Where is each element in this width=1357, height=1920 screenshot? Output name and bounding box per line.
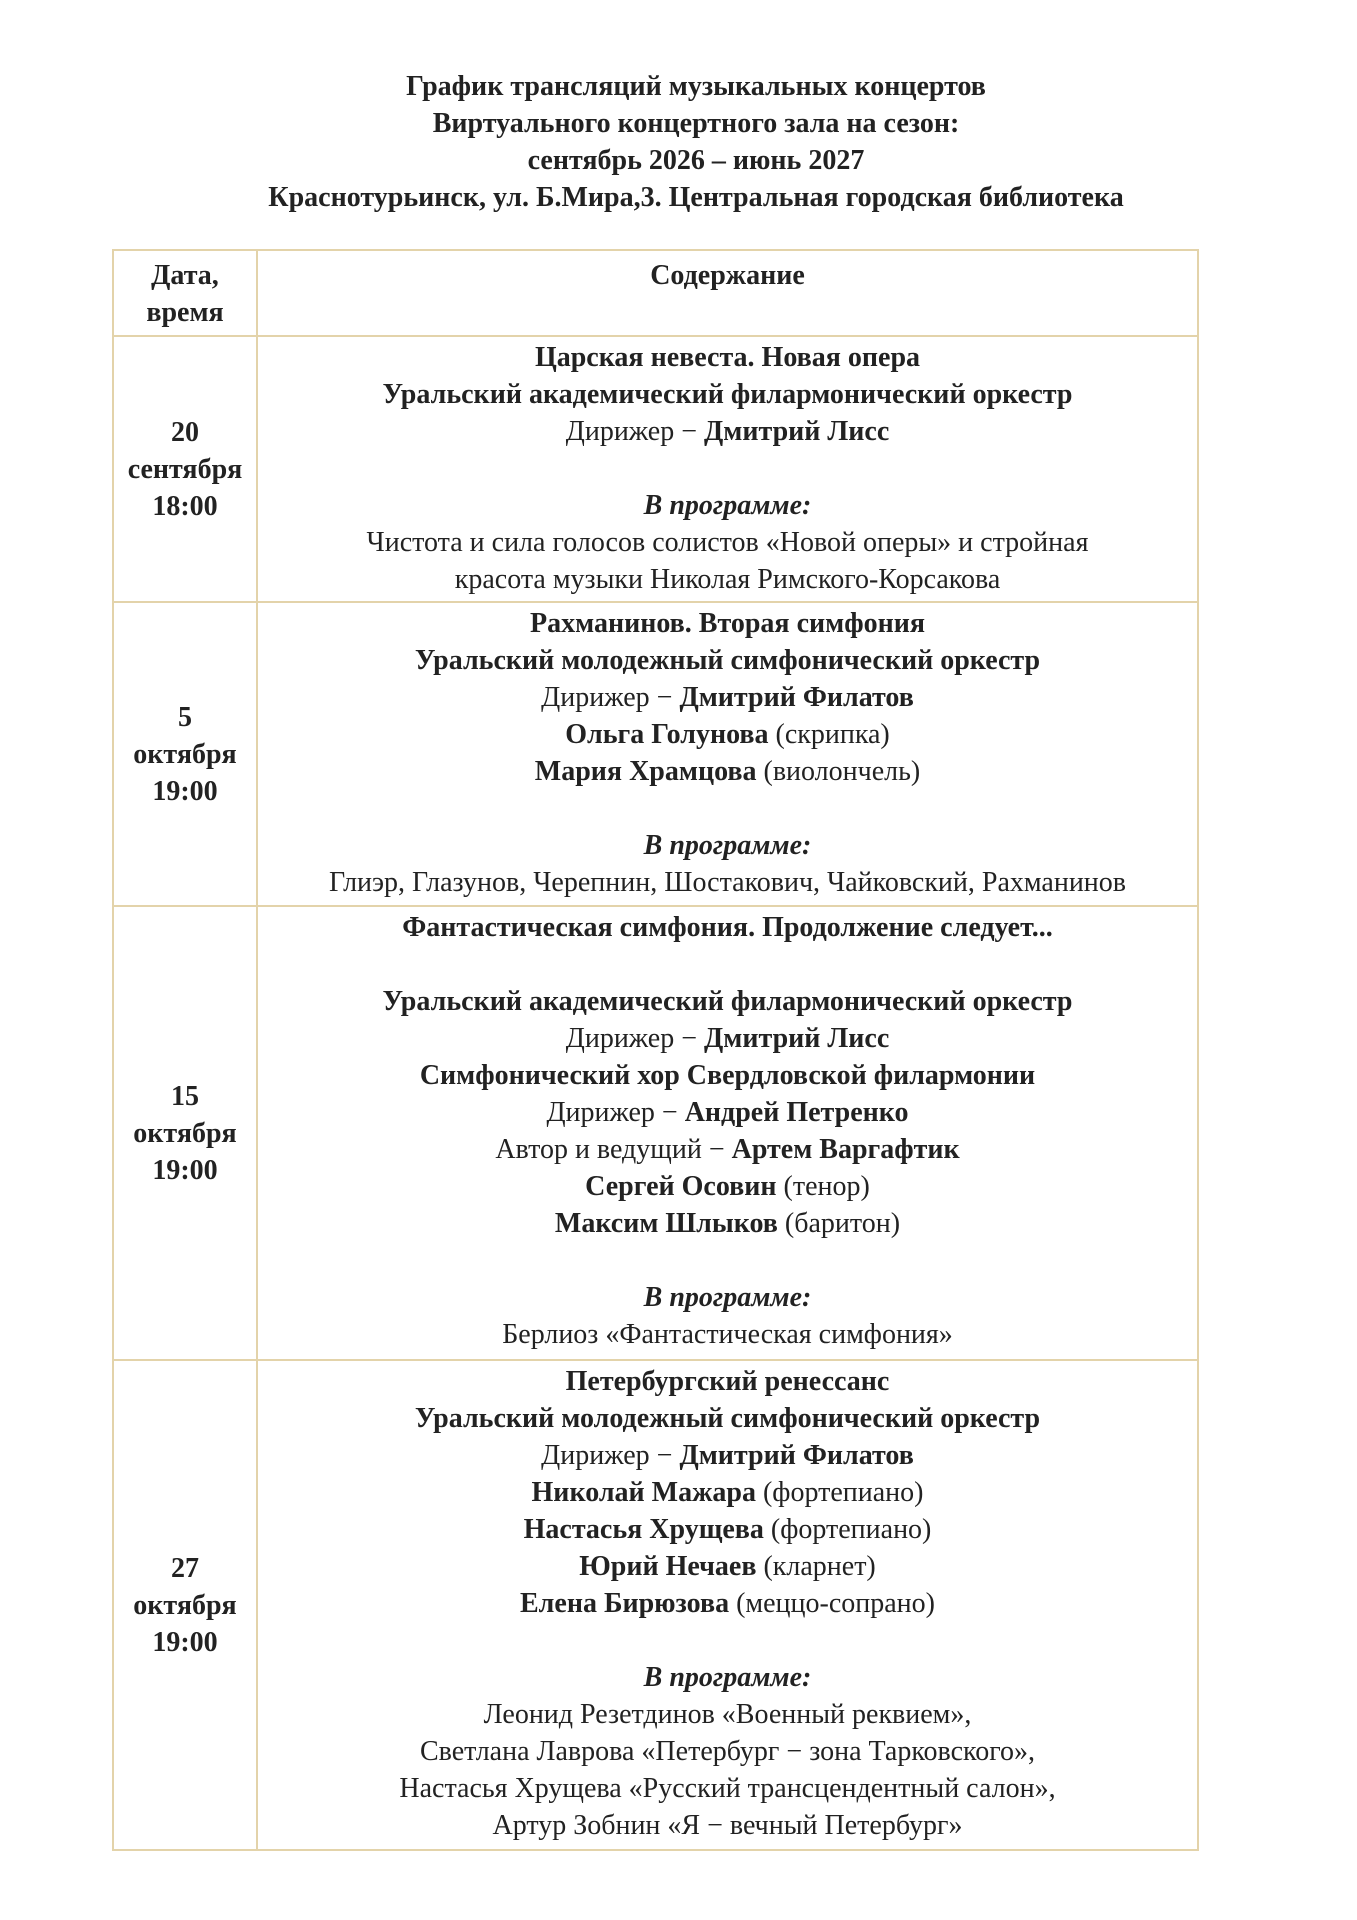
program-text: Артур Зобнин «Я − вечный Петербург» <box>492 1810 963 1841</box>
date-cell: 27 октября 19:00 <box>113 1360 257 1850</box>
program-label: В программе: <box>643 1662 812 1693</box>
concert-title: Царская невеста. Новая опера <box>534 342 921 373</box>
header-subtitle: Виртуального концертного зала на сезон: <box>432 108 960 139</box>
program-label: В программе: <box>643 1282 812 1313</box>
table-row <box>113 336 1198 602</box>
conductor-line: Дирижер − Дмитрий Филатов <box>541 682 914 713</box>
header-location: Краснотурьинск, ул. Б.Мира,3. Центральная городская библиотека <box>268 182 1124 213</box>
program-text: Настасья Хрущева «Русский трансцендентный салон», <box>399 1773 1056 1804</box>
date-cell: 15 октября 19:00 <box>113 906 257 1360</box>
soloist-line: Николай Мажара (фортепиано) <box>531 1477 924 1508</box>
soloist-line: Ольга Голунова (скрипка) <box>565 719 890 750</box>
choir-conductor-line: Дирижер − Андрей Петренко <box>546 1097 909 1128</box>
content-cell <box>257 1360 1198 1850</box>
conductor-line: Дирижер − Дмитрий Лисс <box>565 416 890 447</box>
content-column-header: Содержание <box>257 250 1198 336</box>
table-row <box>113 602 1198 906</box>
concert-title: Фантастическая симфония. Продолжение следует... <box>402 912 1053 943</box>
orchestra: Уральский академический филармонический оркестр <box>382 379 1073 410</box>
header-season: сентябрь 2026 – июнь 2027 <box>527 145 865 176</box>
program-text: Леонид Резетдинов «Военный реквием», <box>483 1699 972 1730</box>
content-cell <box>257 336 1198 602</box>
program-text: Берлиоз «Фантастическая симфония» <box>502 1319 953 1350</box>
orchestra: Уральский молодежный симфонический оркестр <box>414 645 1041 676</box>
document-header <box>0 68 1357 216</box>
program-text: Светлана Лаврова «Петербург − зона Тарковского», <box>420 1736 1035 1767</box>
table-header-row <box>113 250 1198 336</box>
date-cell: 20 сентября 18:00 <box>113 336 257 602</box>
program-label: В программе: <box>643 830 812 861</box>
conductor-line: Дирижер − Дмитрий Лисс <box>565 1023 890 1054</box>
soloist-line: Мария Храмцова (виолончель) <box>534 756 921 787</box>
program-text: Чистота и сила голосов солистов «Новой оперы» и стройная <box>366 527 1089 558</box>
concert-title: Рахманинов. Вторая симфония <box>529 608 925 639</box>
soloist-line: Юрий Нечаев (кларнет) <box>579 1551 876 1582</box>
concert-title: Петербургский ренессанс <box>565 1366 890 1397</box>
table-row <box>113 1360 1198 1850</box>
soloist-line: Настасья Хрущева (фортепиано) <box>523 1514 932 1545</box>
orchestra: Уральский молодежный симфонический оркестр <box>414 1403 1041 1434</box>
header-title: График трансляций музыкальных концертов <box>406 71 986 102</box>
content-cell <box>257 906 1198 1360</box>
host-line: Автор и ведущий − Артем Варгафтик <box>495 1134 960 1165</box>
schedule-table <box>112 249 1199 1851</box>
content-cell <box>257 602 1198 906</box>
orchestra: Уральский академический филармонический оркестр <box>382 986 1073 1017</box>
program-text: красота музыки Николая Римского-Корсакова <box>454 564 1001 595</box>
conductor-line: Дирижер − Дмитрий Филатов <box>541 1440 914 1471</box>
soloist-line: Елена Бирюзова (меццо-сопрано) <box>520 1588 935 1619</box>
program-text: Глиэр, Глазунов, Черепнин, Шостакович, Чайковский, Рахманинов <box>328 867 1127 898</box>
program-label: В программе: <box>643 490 812 521</box>
soloist-line: Максим Шлыков (баритон) <box>554 1208 901 1239</box>
table-row <box>113 906 1198 1360</box>
date-column-header: Дата, время <box>113 250 257 336</box>
soloist-line: Сергей Осовин (тенор) <box>585 1171 870 1202</box>
date-cell: 5 октября 19:00 <box>113 602 257 906</box>
choir: Симфонический хор Свердловской филармонии <box>419 1060 1036 1091</box>
